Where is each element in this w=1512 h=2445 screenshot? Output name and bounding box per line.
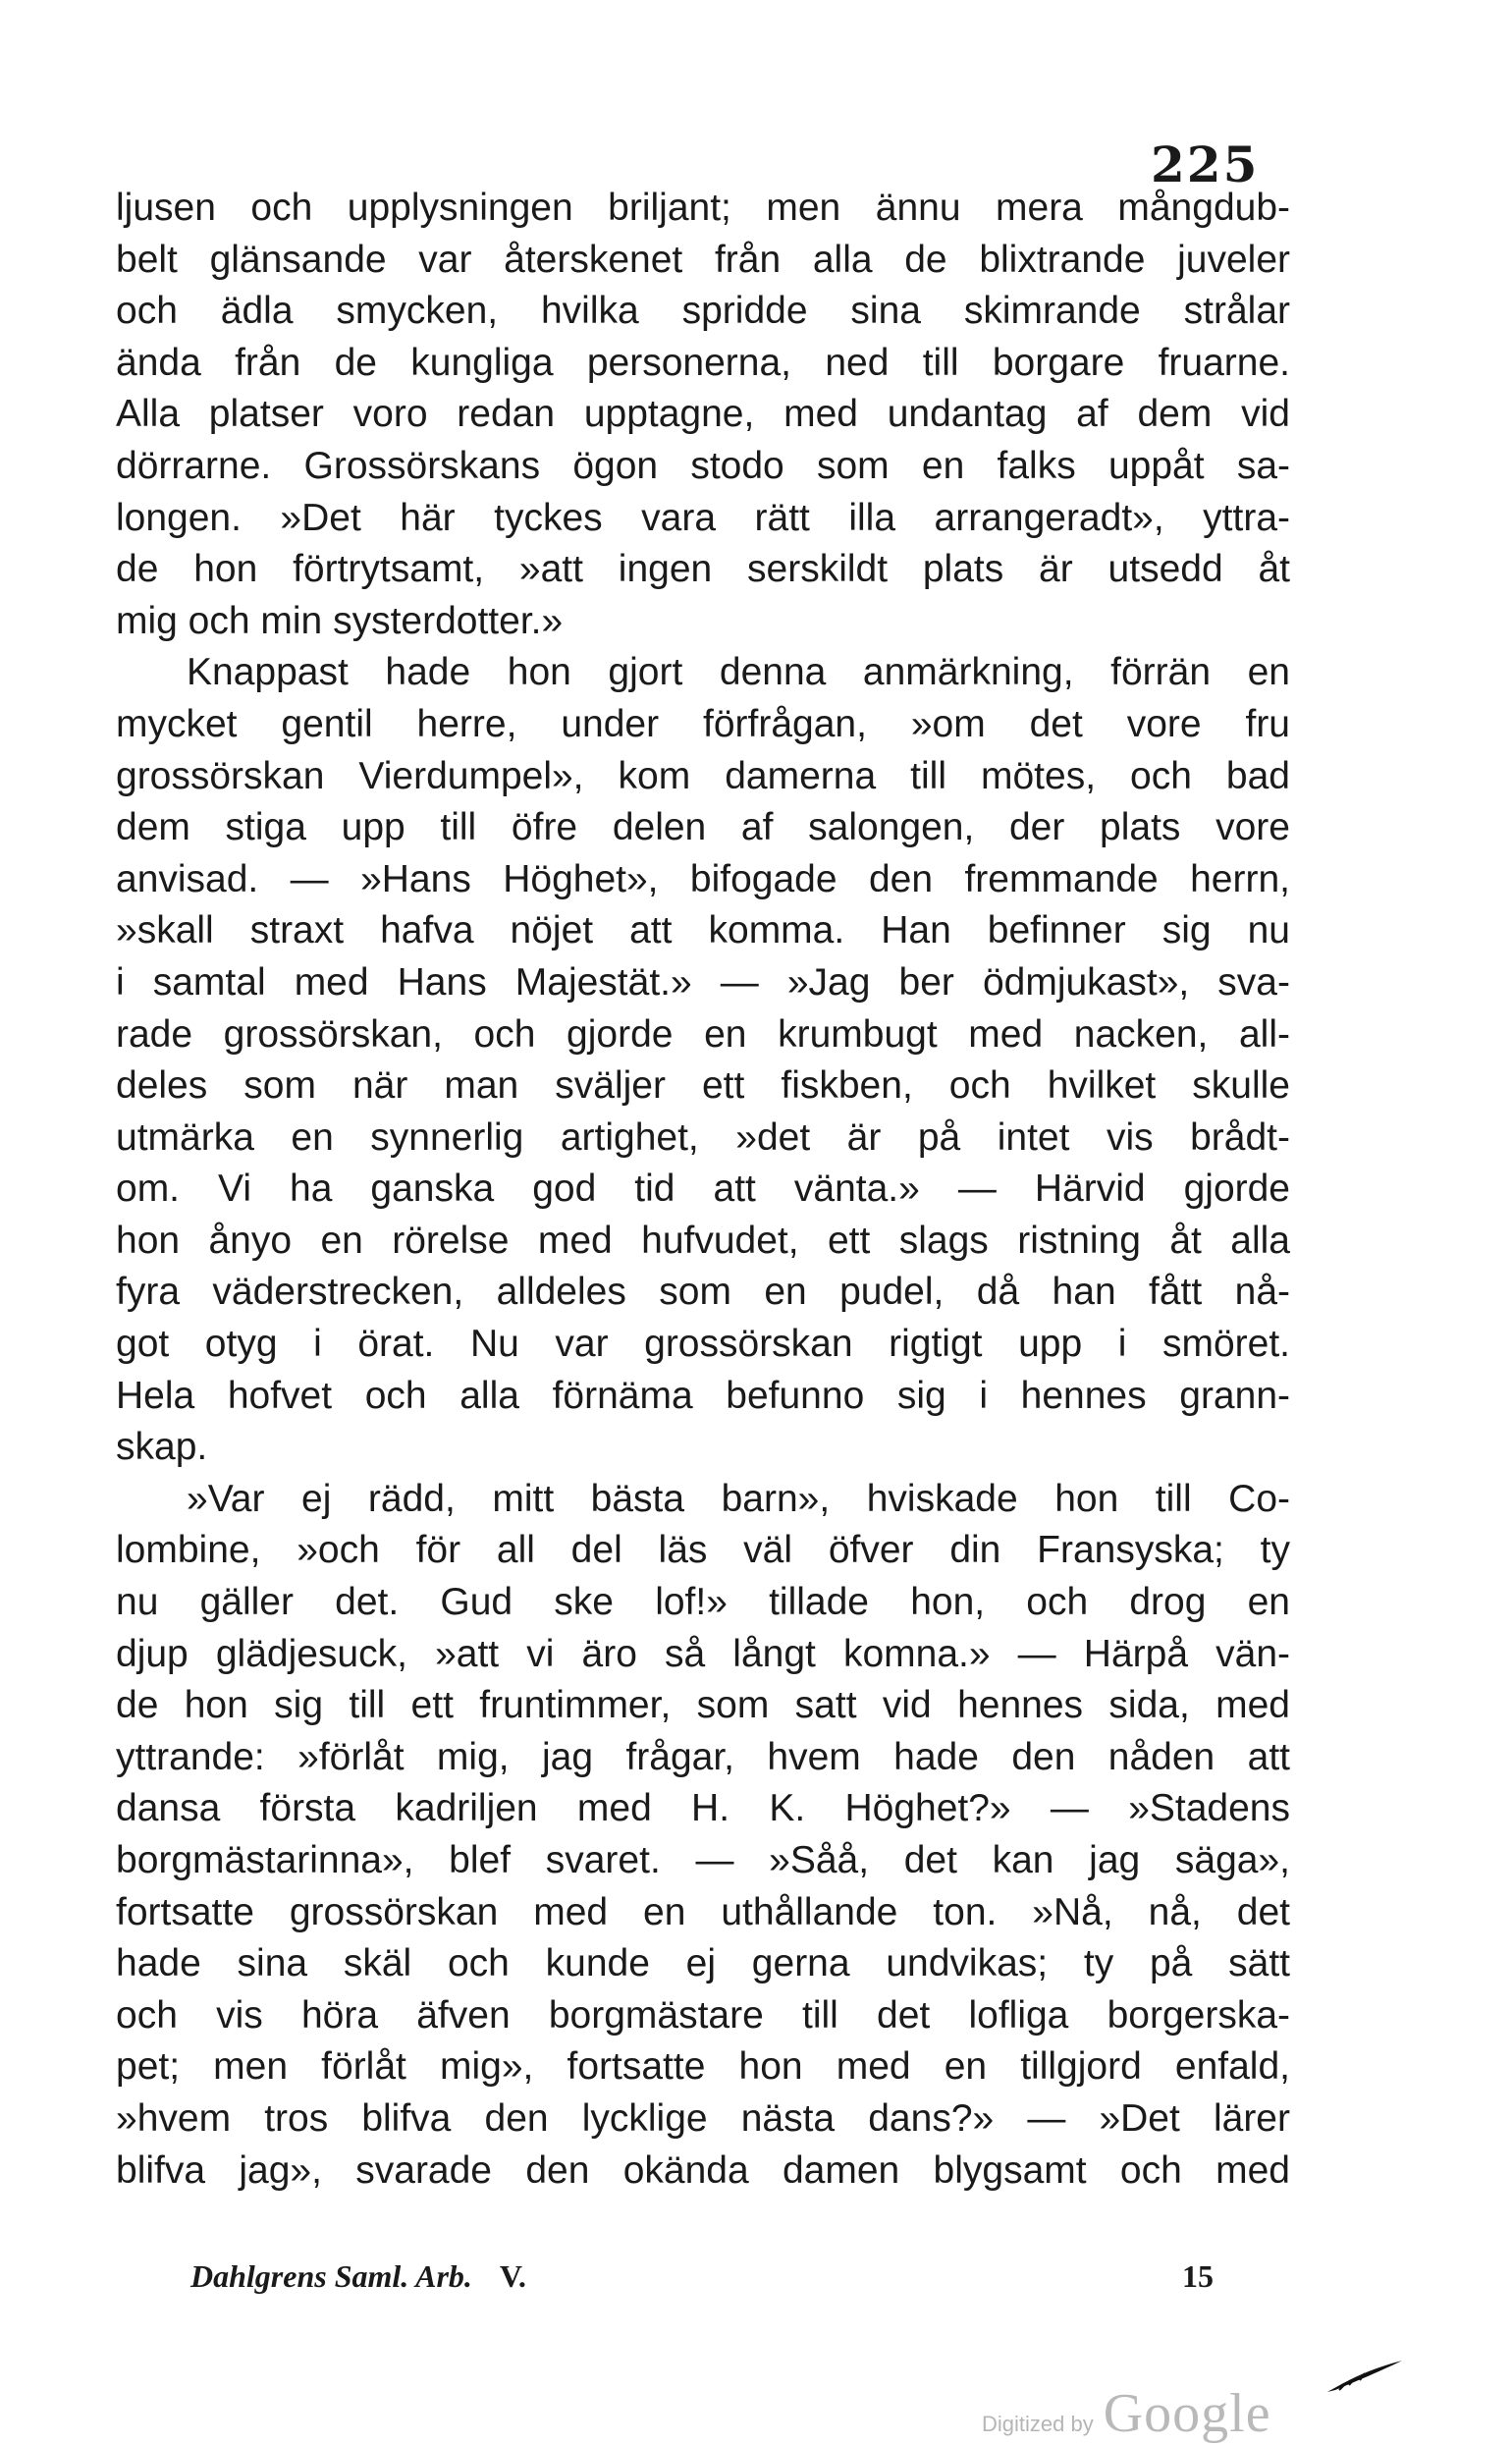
text-line-31: yttrande: »förlåt mig, jag frågar, hvem hade den nåden att <box>116 1735 1290 1778</box>
text-line-30: de hon sig till ett fruntimmer, som satt vid hennes sida, med <box>116 1684 1290 1727</box>
text-line-18: deles som när man sväljer ett fiskben, och hvilket skulle <box>116 1064 1290 1108</box>
text-line-11: mycket gentil herre, under förfrågan, »om det vore fru <box>116 702 1290 745</box>
text-line-37: pet; men förlåt mig», fortsatte hon med en tillgjord enfald, <box>116 2045 1290 2089</box>
digitized-by-label: Digitized by <box>982 2412 1094 2436</box>
text-line-23: got otyg i örat. Nu var grossörskan rigtigt upp i smöret. <box>116 1323 1290 1366</box>
body-text <box>116 183 1290 2197</box>
text-line-20: om. Vi ha ganska god tid att vänta.» — Härvid gjorde <box>116 1168 1290 1211</box>
text-line-9: mig och min systerdotter.» <box>116 599 564 642</box>
page-footer <box>116 2258 1290 2308</box>
text-line-36: och vis höra äfven borgmästare till det lofliga borgerska- <box>116 1993 1290 2037</box>
text-line-2: belt glänsande var återskenet från alla de blixtrande juveler <box>116 238 1290 281</box>
signature-mark <box>190 2258 526 2295</box>
text-line-6: dörrarne. Grossörskans ögon stodo som en falks uppåt sa- <box>116 444 1290 487</box>
digitized-watermark <box>982 2382 1271 2444</box>
text-line-33: borgmästarinna», blef svaret. — »Såå, det kan jag säga», <box>116 1839 1290 1881</box>
text-line-38: »hvem tros blifva den lycklige nästa dans?» — »Det lärer <box>116 2096 1290 2140</box>
text-line-4: ända från de kungliga personerna, ned till borgare fruarne. <box>116 341 1290 384</box>
google-logo: Google <box>1103 2383 1271 2444</box>
text-line-5: Alla platser voro redan upptagne, med undantag af dem vid <box>116 393 1290 436</box>
text-line-16: i samtal med Hans Majestät.» — »Jag ber ödmjukast», sva- <box>116 960 1290 1004</box>
text-line-14: anvisad. — »Hans Höghet», bifogade den fremmande herrn, <box>116 857 1290 900</box>
text-line-35: hade sina skäl och kunde ej gerna undvikas; ty på sätt <box>116 1942 1290 1985</box>
text-line-1: ljusen och upplysningen briljant; men ännu mera mångdub- <box>116 187 1290 229</box>
text-line-34: fortsatte grossörskan med en uthållande ton. »Nå, nå, det <box>116 1890 1290 1933</box>
text-line-27: lombine, »och för all del läs väl öfver din Fransyska; ty <box>116 1529 1290 1572</box>
text-line-25: skap. <box>116 1426 208 1469</box>
signature-title: Dahlgrens Saml. Arb. <box>190 2258 472 2294</box>
text-line-17: rade grossörskan, och gjorde en krumbugt med nacken, all- <box>116 1012 1290 1056</box>
text-line-32: dansa första kadriljen med H. K. Höghet?» — »Stadens <box>116 1787 1290 1830</box>
text-line-13: dem stiga upp till öfre delen af salongen, der plats vore <box>116 806 1290 849</box>
text-line-15: »skall straxt hafva nöjet att komma. Han befinner sig nu <box>116 909 1290 952</box>
volume-number: V. <box>499 2258 526 2294</box>
text-line-8: de hon förtrytsamt, »att ingen serskildt plats är utsedd åt <box>116 548 1290 591</box>
text-line-39: blifva jag», svarade den okända damen blygsamt och med <box>116 2148 1290 2192</box>
text-line-19: utmärka en synnerlig artighet, »det är på intet vis brådt- <box>116 1115 1290 1159</box>
sheet-number: 15 <box>1182 2258 1214 2294</box>
text-line-26: »Var ej rädd, mitt bästa barn», hviskade hon till Co- <box>187 1477 1290 1520</box>
text-line-28: nu gäller det. Gud ske lof!» tillade hon, och drog en <box>116 1581 1290 1624</box>
text-line-29: djup glädjesuck, »att vi äro så långt komna.» — Härpå vän- <box>116 1632 1290 1675</box>
text-line-3: och ädla smycken, hvilka spridde sina skimrande strålar <box>116 290 1290 333</box>
text-line-21: hon ånyo en rörelse med hufvudet, ett slags ristning åt alla <box>116 1219 1290 1262</box>
page-number: 225 <box>1151 136 1260 193</box>
text-line-24: Hela hofvet och alla förnäma befunno sig i hennes grann- <box>116 1374 1290 1417</box>
text-line-12: grossörskan Vierdumpel», kom damerna till mötes, och bad <box>116 754 1290 797</box>
text-line-7: longen. »Det här tyckes vara rätt illa arrangeradt», yttra- <box>116 496 1290 539</box>
quill-icon <box>1325 2357 1404 2396</box>
text-line-10: Knappast hade hon gjort denna anmärkning, förrän en <box>187 651 1290 694</box>
text-line-22: fyra väderstrecken, alldeles som en pudel, då han fått nå- <box>116 1271 1290 1314</box>
